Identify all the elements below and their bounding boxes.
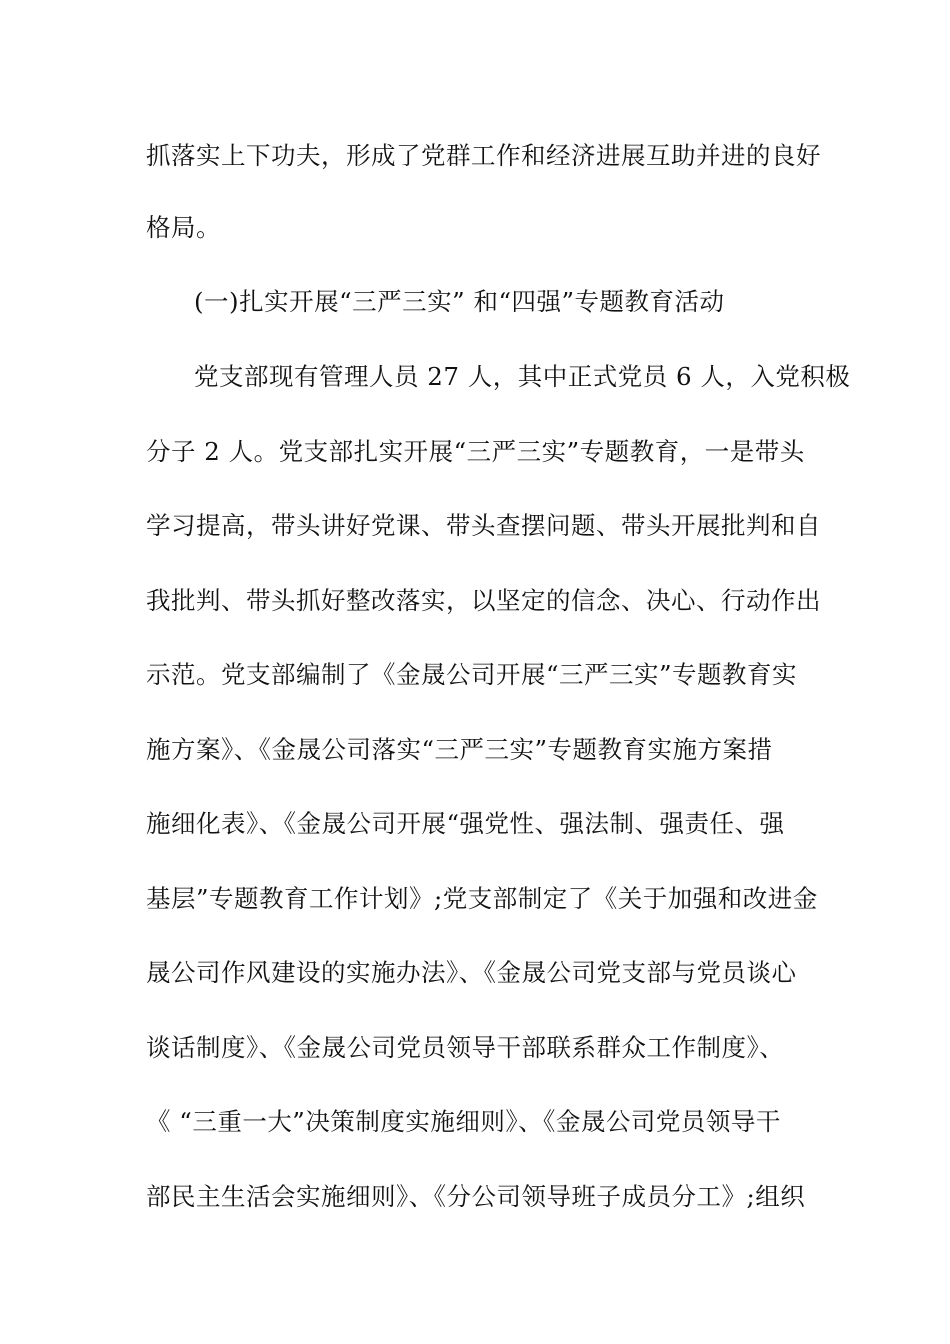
text-line-1: 抓落实上下功夫，形成了党群工作和经济进展互助并进的良好 xyxy=(146,141,821,170)
text-line-15: 部民主生活会实施细则》、《分公司领导班子成员分工》;组织 xyxy=(146,1182,806,1211)
text-line-8: 示范。党支部编制了《金晟公司开展“三严三实”专题教育实 xyxy=(146,660,798,689)
text-line-14: 《 “三重一大”决策制度实施细则》、《金晟公司党员领导干 xyxy=(146,1107,781,1136)
text-line-11: 基层”专题教育工作计划》;党支部制定了《关于加强和改进金 xyxy=(146,884,818,913)
text-line-7: 我批判、带头抓好整改落实，以坚定的信念、决心、行动作出 xyxy=(146,586,821,615)
text-line-13: 谈话制度》、《金晟公司党员领导干部联系群众工作制度》、 xyxy=(146,1033,785,1062)
text-line-12: 晟公司作风建设的实施办法》、《金晟公司党支部与党员谈心 xyxy=(146,958,797,987)
section-heading: (一)扎实开展“三严三实” 和“四强”专题教育活动 xyxy=(194,287,725,316)
text-line-6: 学习提高，带头讲好党课、带头查摆问题、带头开展批判和自 xyxy=(146,511,821,540)
text-line-4: 党支部现有管理人员 27 人，其中正式党员 6 人，入党积极 xyxy=(194,362,851,391)
text-line-5: 分子 2 人。党支部扎实开展“三严三实”专题教育，一是带头 xyxy=(146,437,805,466)
text-line-10: 施细化表》、《金晟公司开展“强党性、强法制、强责任、强 xyxy=(146,809,785,838)
text-line-9: 施方案》、《金晟公司落实“三严三实”专题教育实施方案措 xyxy=(146,735,773,764)
text-line-2: 格局。 xyxy=(146,213,221,242)
